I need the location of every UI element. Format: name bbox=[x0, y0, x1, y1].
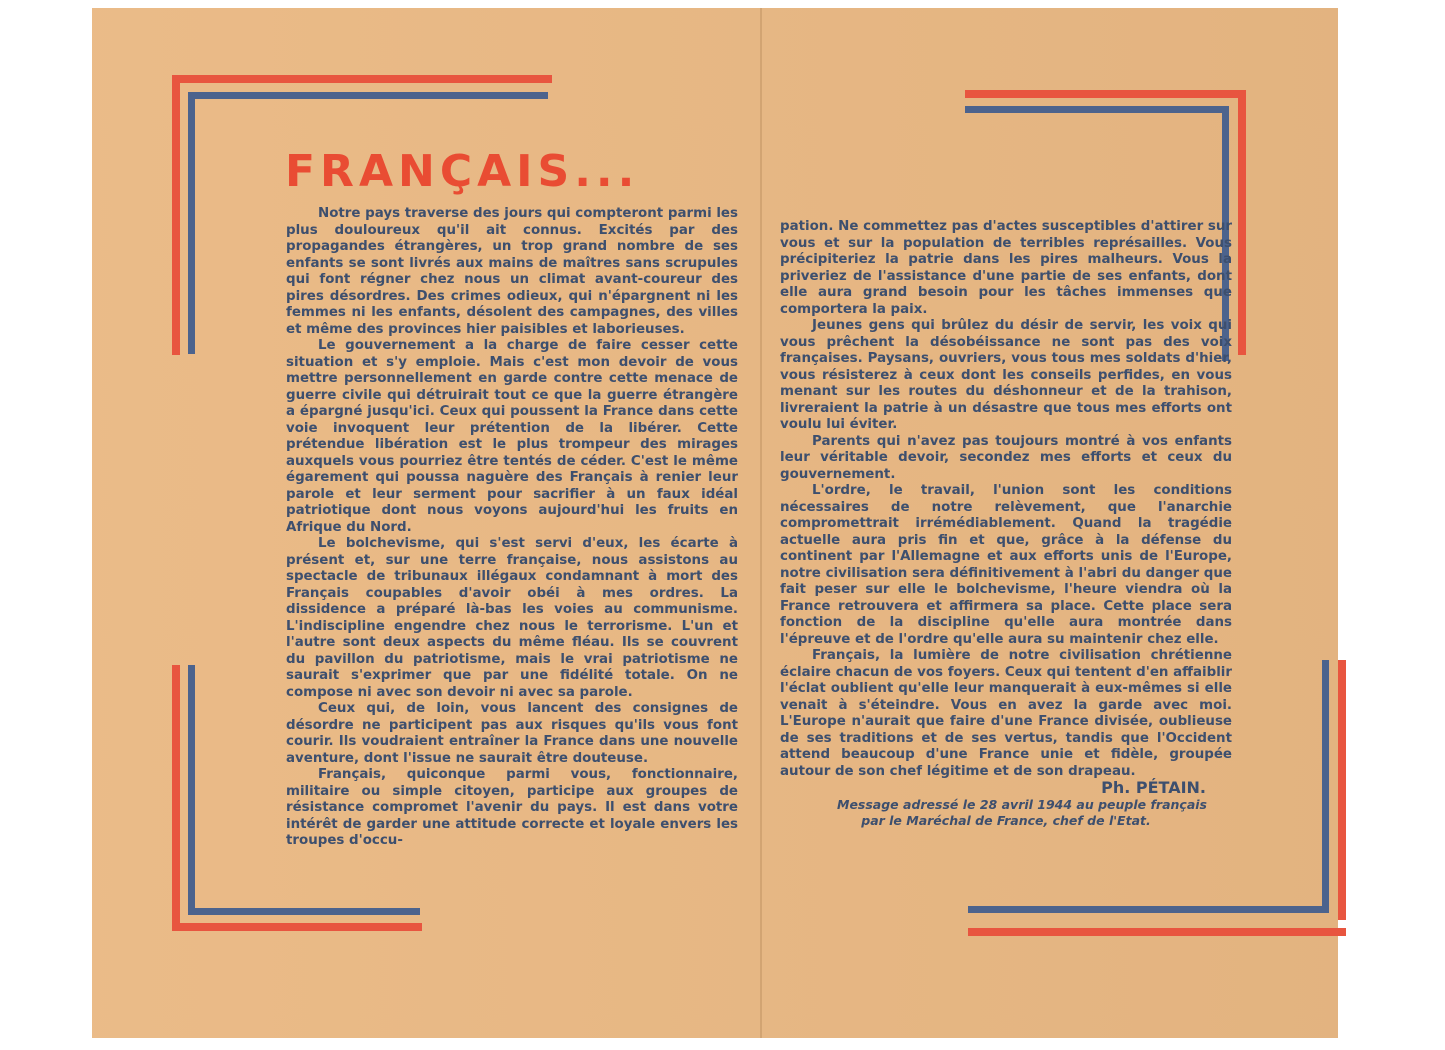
frame-bottom-left-red-h bbox=[172, 923, 422, 931]
frame-top-right-red-v bbox=[1238, 90, 1246, 355]
frame-top-left-blue-h bbox=[188, 92, 548, 99]
left-paragraph: Le bolchevisme, qui s'est servi d'eux, les écarte à présent et, sur une terre française, nous assistons au spectacle de tribunaux illégaux condamnant à mort des Français coupables d'avoir obéi à mes ordres. La dissidence a préparé là-bas les voies au communisme. L'indiscipline engendre chez nous le terrorisme. L'un et l'autre sont deux aspects du même fléau. Ils se couvrent du pavillon du patriotisme, mais le vrai patriotisme ne saurait s'exprimer que par une fidélité totale. On ne compose ni avec son devoir ni avec sa parole. bbox=[286, 536, 738, 700]
left-paragraph: Français, quiconque parmi vous, fonctionnaire, militaire ou simple citoyen, participe aux groupes de résistance compromet l'avenir du pays. Il est dans votre intérêt de garder une attitude correcte et loyale envers les troupes d'occu- bbox=[286, 767, 738, 848]
frame-bottom-right-red-h bbox=[968, 928, 1346, 936]
frame-bottom-right-red-v bbox=[1338, 660, 1346, 920]
frame-top-right-red-h bbox=[965, 90, 1245, 98]
frame-bottom-left-blue-h bbox=[188, 908, 420, 915]
frame-bottom-left-blue-v bbox=[188, 665, 195, 915]
footnote-line-1: Message adressé le 28 avril 1944 au peuple français bbox=[837, 796, 1207, 812]
frame-bottom-left-red-v bbox=[172, 665, 180, 930]
left-paragraph: Ceux qui, de loin, vous lancent des consignes de désordre ne participent pas aux risques qu'ils vous font courir. Ils voudraient entraîner la France dans une nouvelle aventure, dont l'issue ne saurait être douteuse. bbox=[286, 701, 738, 766]
frame-top-right-blue-h bbox=[965, 106, 1229, 113]
right-paragraph: Français, la lumière de notre civilisation chrétienne éclaire chacun de vos foyers. Ceux qui tentent d'en affaiblir l'éclat oublient qu'elle leur manquerait à eux-mêmes si elle venait à s'éteindre. Vous en avez la garde avec moi. L'Europe n'aurait que faire d'une France divisée, oublieuse de ses traditions et de ses vertus, tandis que l'Occident attend beaucoup d'une France unie et fidèle, groupée autour de son chef légitime et de son drapeau. bbox=[780, 648, 1232, 779]
right-paragraph: L'ordre, le travail, l'union sont les conditions nécessaires de notre relèvement, que l'anarchie compromettrait irrémédiablement. Quand la tragédie actuelle aura pris fin et que, grâce à la défense du continent par l'Allemagne et aux efforts unis de l'Europe, notre civilisation sera définitivement à l'abri du danger que fait peser sur elle le bolchevisme, l'heure viendra où la France retrouvera et affirmera sa place. Cette place sera fonction de la discipline qu'elle aura montrée dans l'épreuve et de l'ordre qu'elle aura su maintenir chez elle. bbox=[780, 483, 1232, 647]
left-paragraph: Notre pays traverse des jours qui compteront parmi les plus douloureux qu'il ait connus. Excités par des propagandes étrangères, un trop grand nombre de ses enfants se sont livrés aux mains de maîtres sans scrupules qui font régner chez nous un climat avant-coureur des pires désordres. Des crimes odieux, qui n'épargnent ni les femmes ni les enfants, désolent des campagnes, des villes et même des provinces hier paisibles et laborieuses. bbox=[286, 206, 738, 337]
center-fold bbox=[760, 8, 762, 1038]
frame-bottom-right-blue-h bbox=[968, 906, 1329, 913]
frame-bottom-right-blue-v bbox=[1322, 660, 1329, 912]
frame-top-left-blue-v bbox=[188, 92, 195, 354]
signature: Ph. PÉTAIN. bbox=[1101, 778, 1206, 797]
left-paragraph: Le gouvernement a la charge de faire cesser cette situation et s'y emploie. Mais c'est mon devoir de vous mettre personnellement en garde contre cette menace de guerre civile qui détruirait tout ce que la guerre étrangère a épargné jusqu'ici. Ceux qui poussent la France dans cette voie invoquent leur prétention de la libérer. Cette prétendue libération est le plus trompeur des mirages auxquels vous pourriez être tentés de céder. C'est le même égarement qui poussa naguère des Français à renier leur parole et leur serment pour sacrifier à un faux idéal patriotique dont nous voyons aujourd'hui les fruits en Afrique du Nord. bbox=[286, 338, 738, 535]
left-text-column bbox=[286, 206, 738, 850]
right-text-column bbox=[780, 219, 1232, 829]
right-paragraph: Jeunes gens qui brûlez du désir de servir, les voix qui vous prêchent la désobéissance ne sont pas des voix françaises. Paysans, ouvriers, vous tous mes soldats d'hier, vous résisterez à ceux dont les conseils perfides, en vous menant sur les routes du déshonneur et de la trahison, livreraient la patrie à un désastre que tous mes efforts ont voulu lui éviter. bbox=[780, 318, 1232, 432]
footnote bbox=[780, 797, 1232, 829]
right-paragraph: pation. Ne commettez pas d'actes susceptibles d'attirer sur vous et sur la population de terribles représailles. Vous précipiteriez la patrie dans les pires malheurs. Vous la priveriez de l'assistance d'une partie de ses enfants, dont elle aura grand besoin pour les tâches immenses que comportera la paix. bbox=[780, 219, 1232, 317]
frame-top-left-red-v bbox=[172, 75, 180, 355]
page-title: FRANÇAIS... bbox=[285, 146, 640, 197]
footnote-line-2: par le Maréchal de France, chef de l'Etat. bbox=[861, 812, 1151, 828]
right-paragraph: Parents qui n'avez pas toujours montré à vos enfants leur véritable devoir, secondez mes efforts et ceux du gouvernement. bbox=[780, 433, 1232, 482]
frame-top-left-red-h bbox=[172, 75, 552, 83]
